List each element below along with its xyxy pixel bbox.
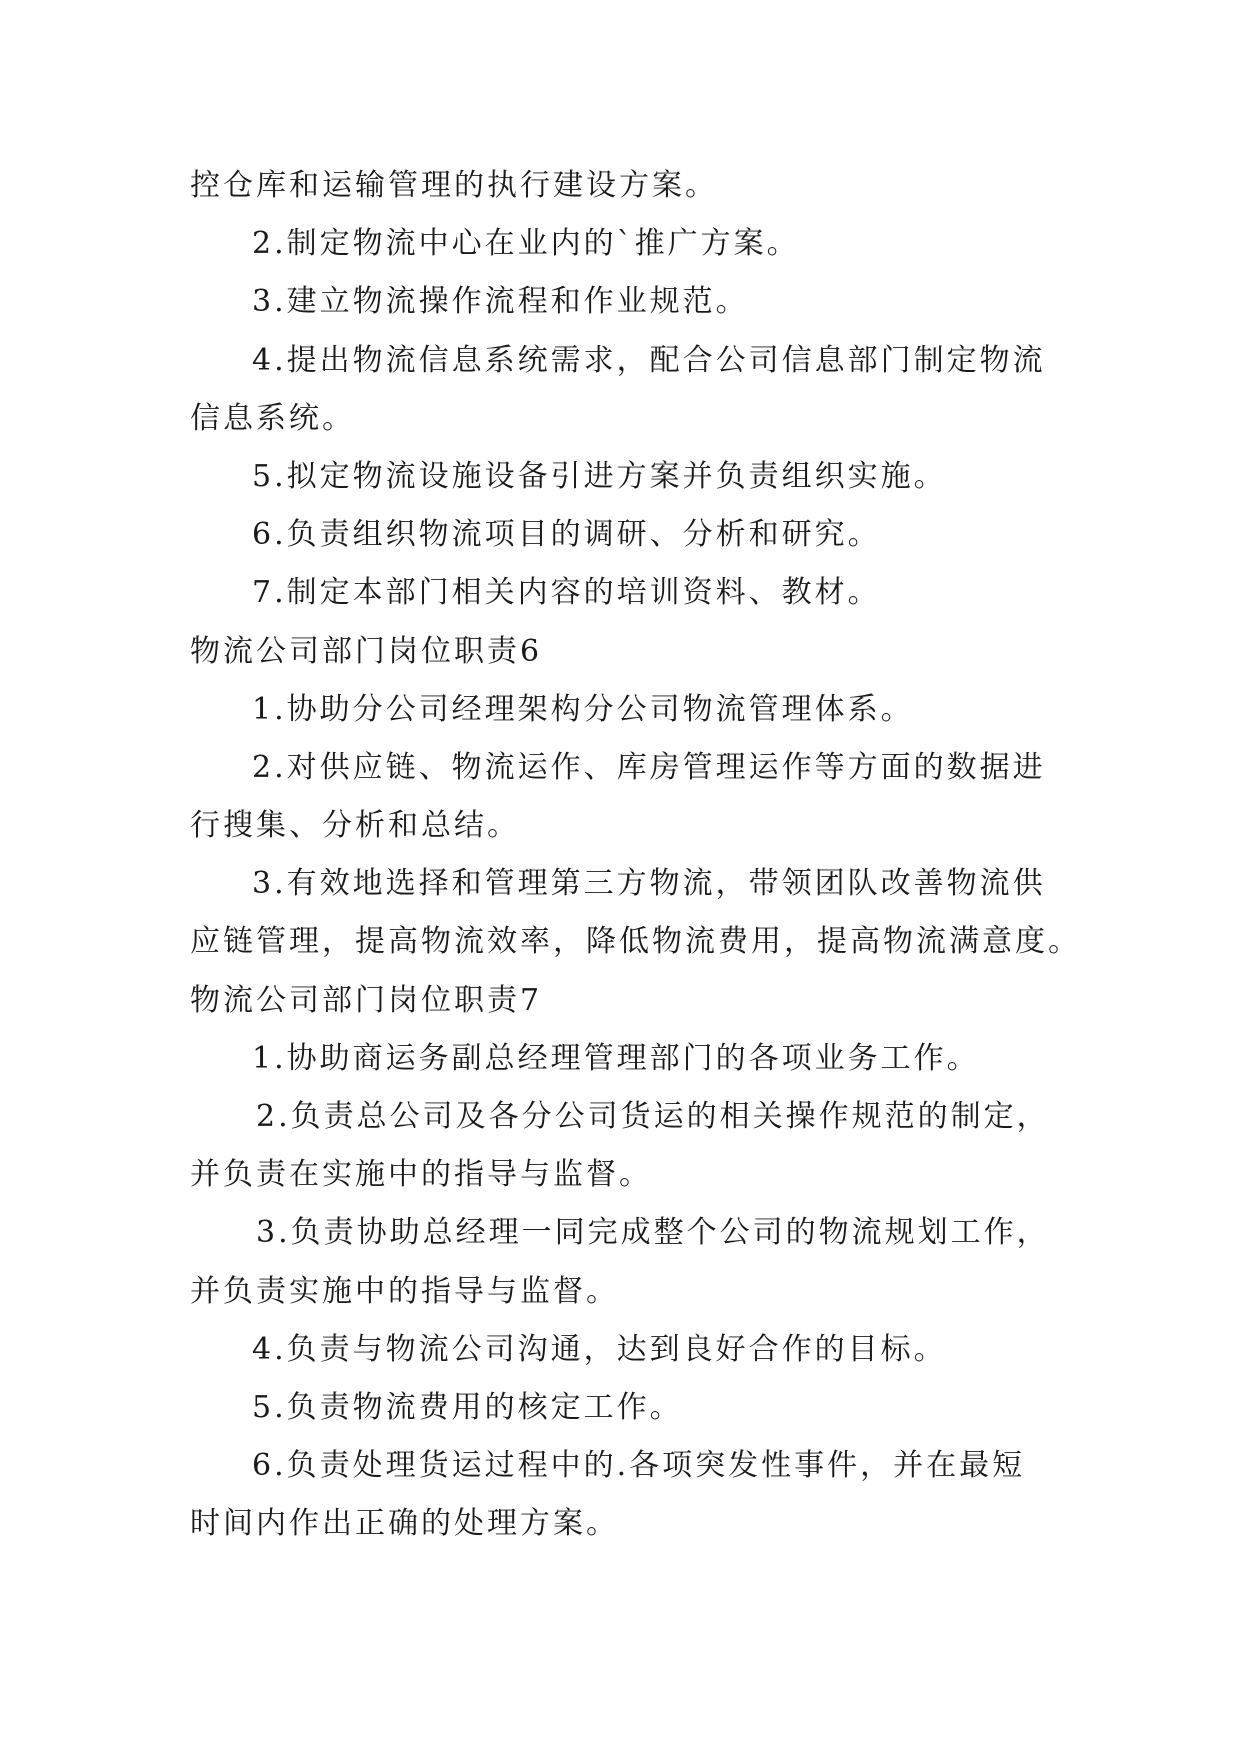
document-body <box>190 157 1081 1554</box>
list-item: 2.制定物流中心在业内的`推广方案。 <box>252 226 800 262</box>
paragraph-line: 应链管理，提高物流效率，降低物流费用，提高物流满意度。 <box>190 924 1081 960</box>
list-item: 6.负责处理货运过程中的.各项突发性事件，并在最短 <box>252 1448 1026 1484</box>
list-item: 2.负责总公司及各分公司货运的相关操作规范的制定， <box>256 1099 1050 1134</box>
list-item: 4.负责与物流公司沟通，达到良好合作的目标。 <box>252 1331 947 1367</box>
list-item: 4.提出物流信息系统需求，配合公司信息部门制定物流 <box>252 342 1046 378</box>
paragraph-line: 并负责在实施中的指导与监督。 <box>190 1157 652 1193</box>
list-item: 3.负责协助总经理一同完成整个公司的物流规划工作， <box>256 1215 1050 1251</box>
paragraph-line: 并负责实施中的指导与监督。 <box>190 1273 619 1309</box>
paragraph-line: 行搜集、分析和总结。 <box>190 808 520 844</box>
list-item: 7.制定本部门相关内容的培训资料、教材。 <box>252 575 881 611</box>
list-item: 3.建立物流操作流程和作业规范。 <box>252 284 749 320</box>
list-item: 6.负责组织物流项目的调研、分析和研究。 <box>252 517 881 553</box>
list-item: 1.协助分公司经理架构分公司物流管理体系。 <box>252 691 914 727</box>
paragraph-line: 时间内作出正确的处理方案。 <box>190 1506 619 1542</box>
list-item: 1.协助商运务副总经理管理部门的各项业务工作。 <box>252 1040 980 1076</box>
list-item: 5.负责物流费用的核定工作。 <box>252 1389 683 1425</box>
list-item: 3.有效地选择和管理第三方物流，带领团队改善物流供 <box>252 866 1046 902</box>
section-heading: 物流公司部门岗位职责6 <box>190 633 543 669</box>
list-item: 5.拟定物流设施设备引进方案并负责组织实施。 <box>252 458 947 494</box>
paragraph-line: 信息系统。 <box>190 400 355 436</box>
paragraph-line: 控仓库和运输管理的执行建设方案。 <box>190 168 718 203</box>
section-heading: 物流公司部门岗位职责7 <box>190 982 543 1018</box>
list-item: 2.对供应链、物流运作、库房管理运作等方面的数据进 <box>252 749 1046 785</box>
